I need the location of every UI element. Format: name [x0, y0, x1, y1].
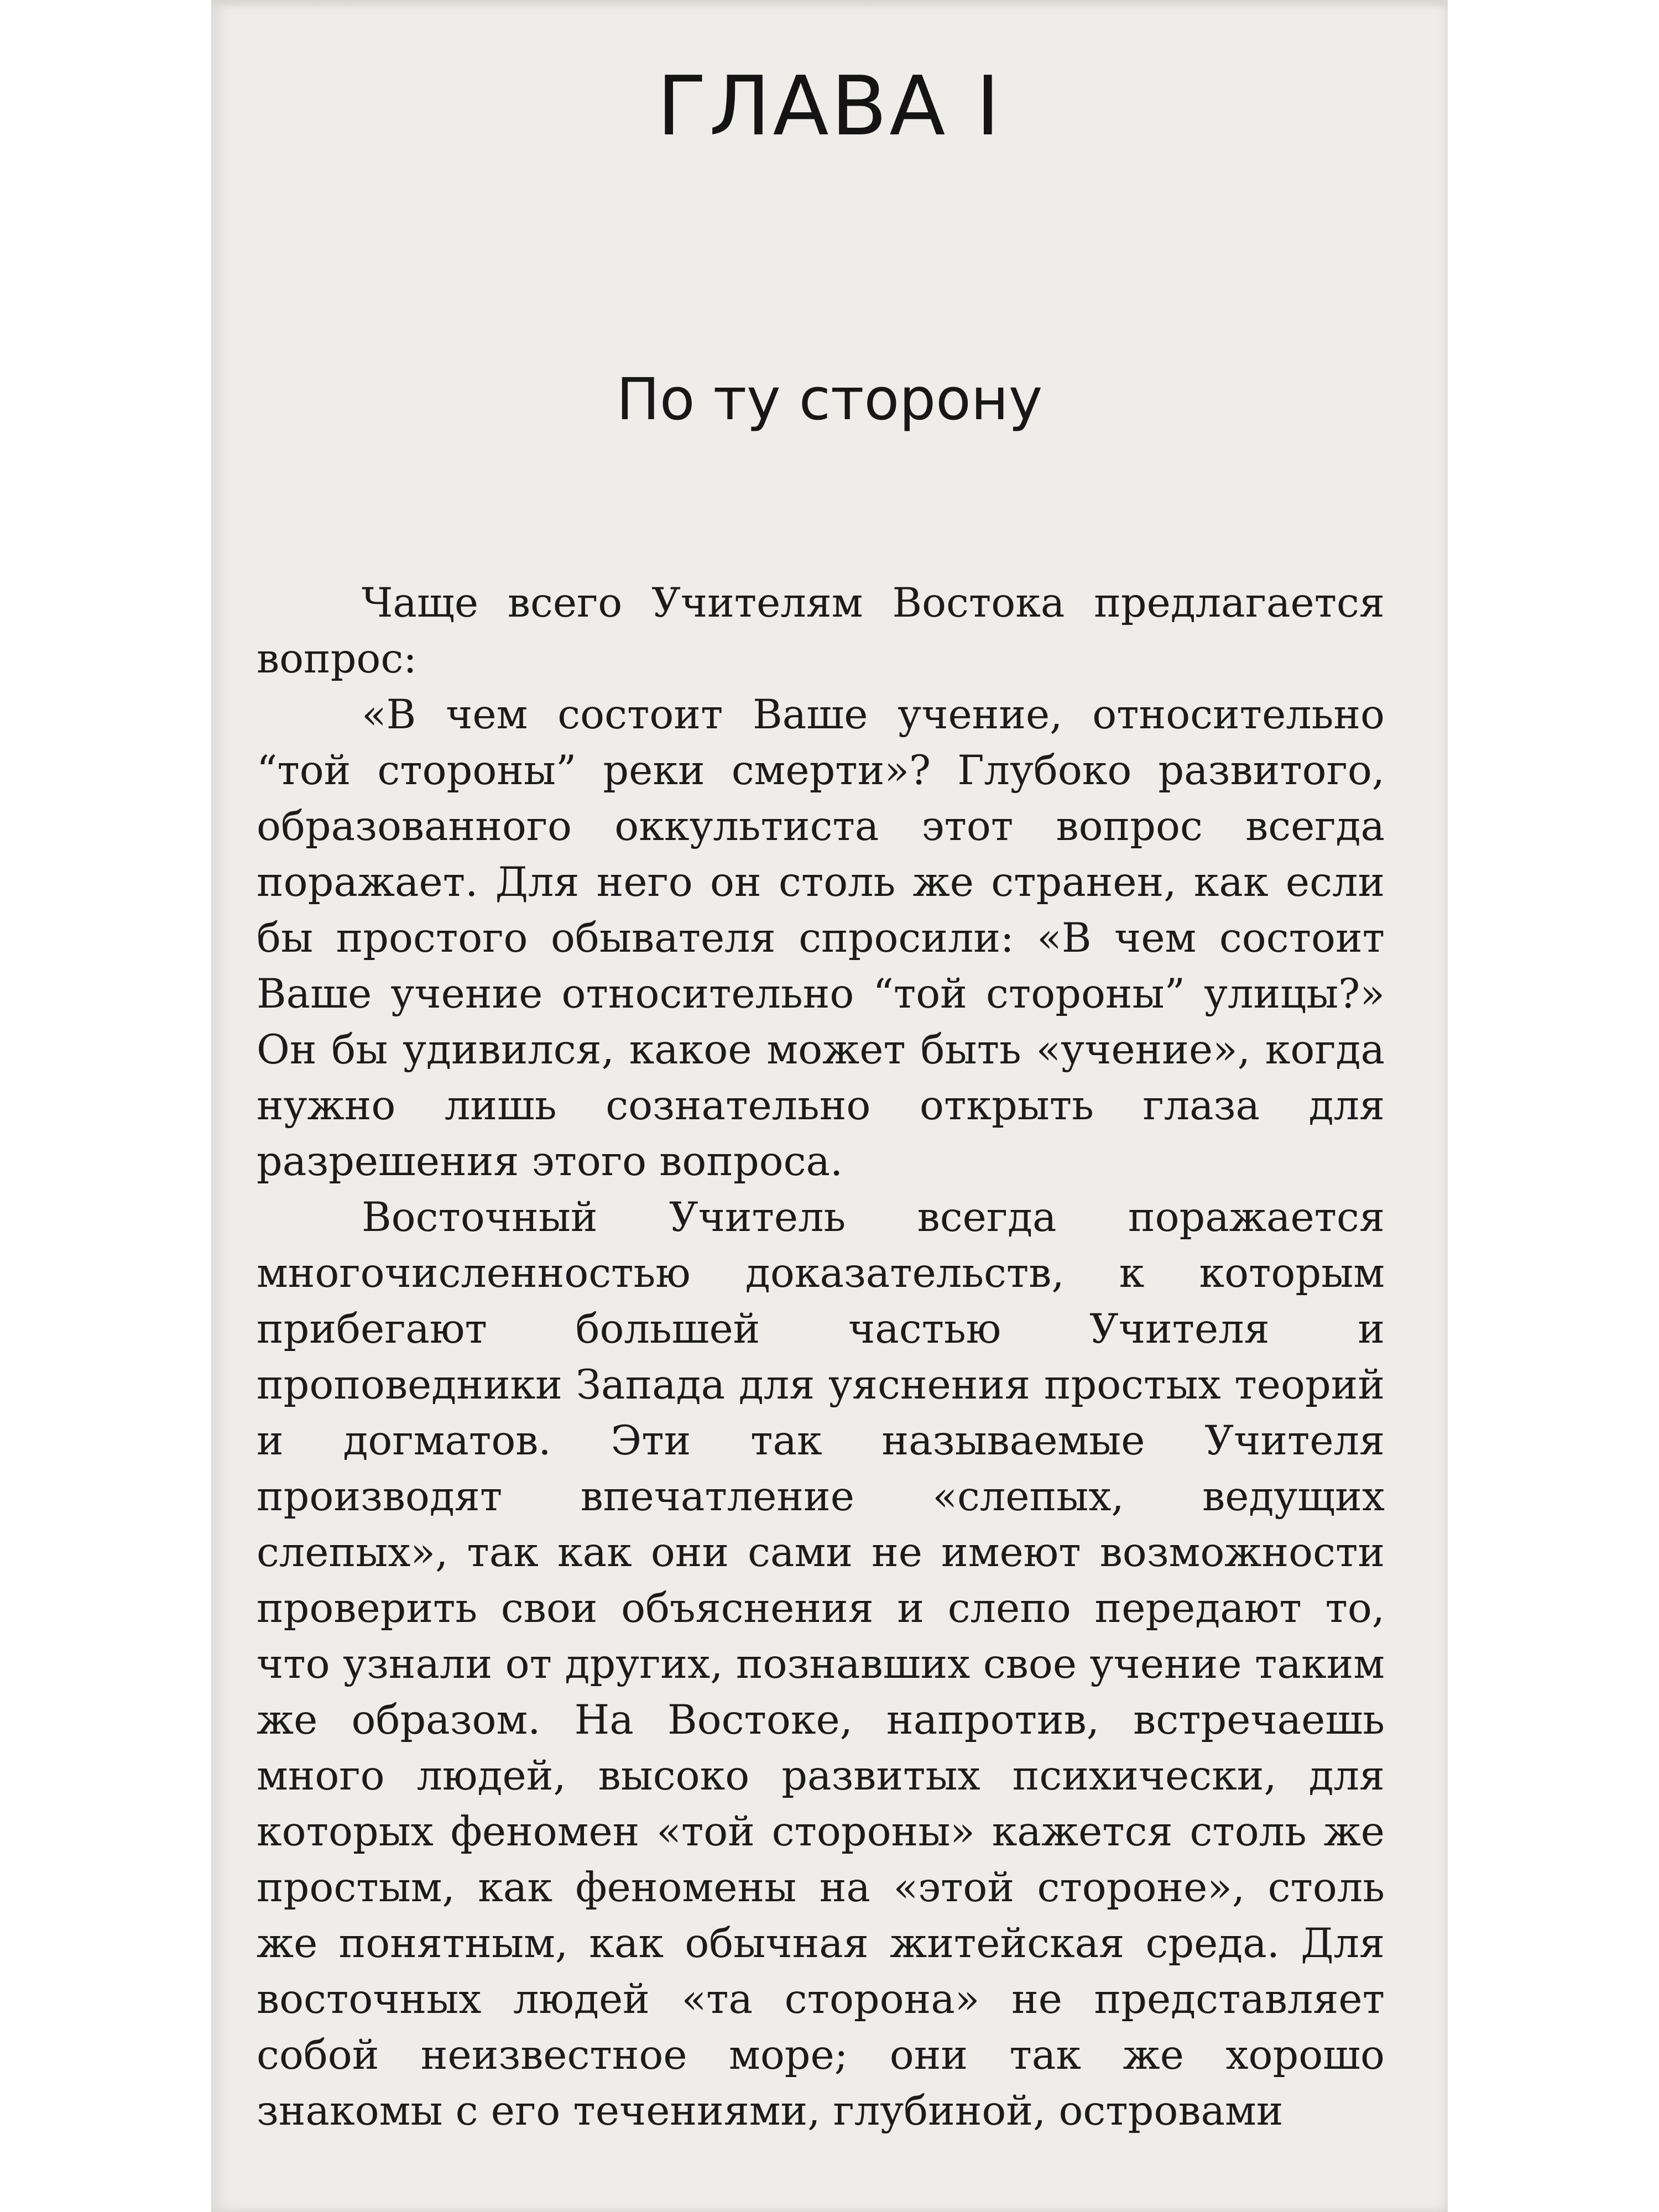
paragraph: Чаще всего Учителям Востока предлагается вопрос:	[257, 580, 1385, 682]
paragraph: Восточный Учитель всегда поражается многочисленностью доказательств, к которым прибегают большей частью Учителя и проповедники Запада для уяснения простых теорий и догматов. Эти так называемые Учителя производят впечатление «слепых, ведущих слепых», так как они сами не имеют возможности проверить свои объяснения и слепо передают то, что узнали от других, познавших свое учение таким же образом. На Востоке, напротив, встречаешь много людей, высоко развитых психически, для которых феномен «той стороны» кажется столь же простым, как феномены на «этой стороне», столь же понятным, как обычная житейская среда. Для восточных людей «та сторона» не представляет собой неизвестное море; они так же хорошо знакомы с его течениями, глубиной, островами	[257, 1194, 1385, 2135]
page-top-edge	[211, 0, 1448, 10]
chapter-title: ГЛАВА I	[656, 59, 1003, 154]
section-title: По ту сторону	[616, 366, 1043, 433]
page-sheet	[211, 0, 1448, 2212]
body-text	[257, 575, 1385, 2139]
paragraph: «В чем состоит Ваше учение, относительно “той стороны” реки смерти»? Глубоко развитого, образованного оккультиста этот вопрос всегда поражает. Для него он столь же странен, как если бы простого обывателя спросили: «В чем состоит Ваше учение относительно “той стороны” улицы?» Он бы удивился, какое может быть «учение», когда нужно лишь сознательно открыть глаза для разрешения этого вопроса.	[257, 691, 1385, 1185]
